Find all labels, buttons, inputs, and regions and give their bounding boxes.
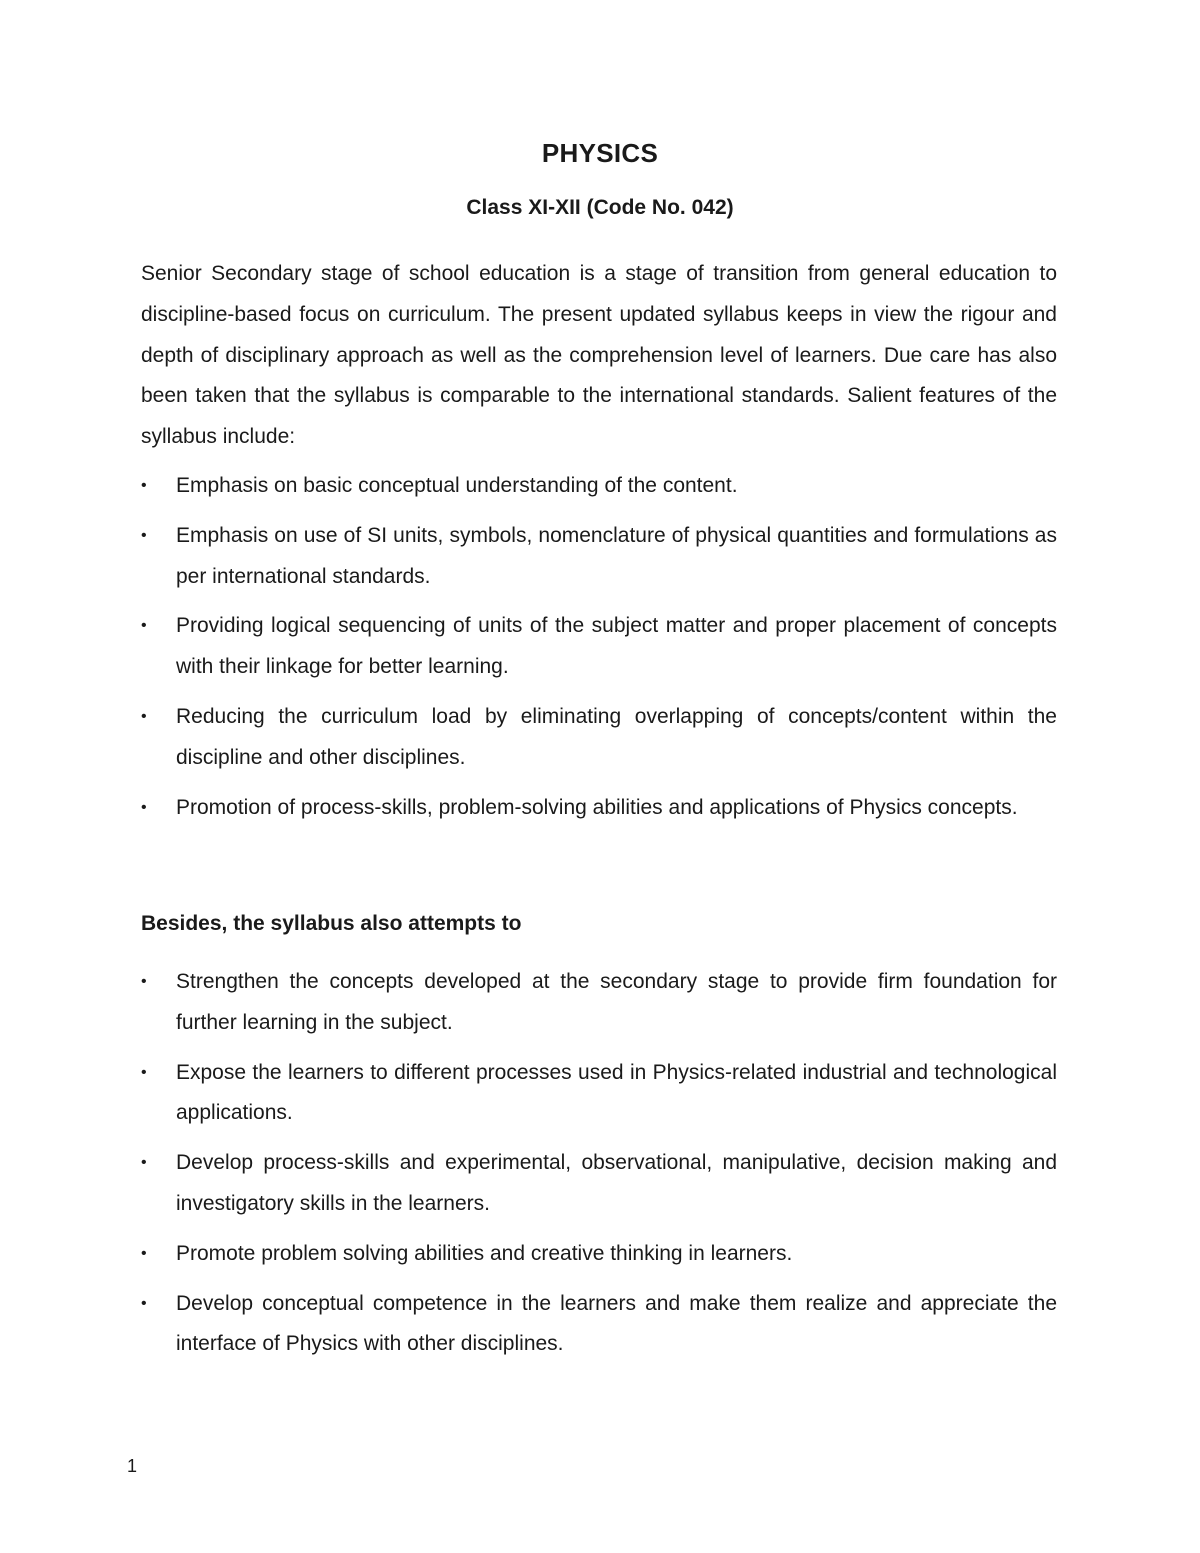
list-item	[141, 962, 1057, 1044]
list-item	[141, 466, 1057, 507]
list-item-text: Providing logical sequencing of units of the subject matter and proper placement of concepts with their linkage for better learning.	[176, 614, 1057, 679]
list-item-text: Develop process-skills and experimental, observational, manipulative, decision making and investigatory skills in the learners.	[176, 1151, 1057, 1215]
list-item	[141, 1143, 1057, 1225]
list-item	[141, 516, 1057, 598]
list-item	[141, 697, 1057, 779]
list-item-text: Strengthen the concepts developed at the secondary stage to provide firm foundation for further learning in the subject.	[176, 970, 1057, 1034]
list-item-text: Develop conceptual competence in the learners and make them realize and appreciate the interface of Physics with other disciplines.	[176, 1291, 1057, 1356]
aims-list	[141, 962, 1057, 1374]
bullet-icon: •	[141, 973, 147, 990]
list-item-text: Expose the learners to different processes used in Physics-related industrial and technological applications.	[176, 1060, 1057, 1125]
list-item-text: Reducing the curriculum load by eliminating overlapping of concepts/content within the discipline and other disciplines.	[176, 704, 1057, 769]
page-subtitle: Class XI-XII (Code No. 042)	[466, 196, 734, 219]
list-item	[141, 1234, 1057, 1275]
list-item-text: Promote problem solving abilities and creative thinking in learners.	[176, 1241, 793, 1265]
bullet-icon: •	[141, 526, 147, 544]
page-number: 1	[127, 1456, 138, 1476]
section-heading: Besides, the syllabus also attempts to	[141, 912, 522, 935]
list-item-text: Emphasis on basic conceptual understanding of the content.	[176, 474, 738, 497]
page-title: PHYSICS	[541, 138, 659, 168]
list-item	[141, 1284, 1057, 1366]
list-item	[141, 606, 1057, 688]
bullet-icon: •	[141, 1154, 147, 1172]
bullet-icon: •	[141, 617, 147, 635]
bullet-icon: •	[141, 1294, 147, 1312]
list-item-text: Promotion of process-skills, problem-solving abilities and applications of Physics concepts.	[176, 795, 1018, 819]
list-item	[141, 1053, 1057, 1135]
features-list	[141, 466, 1057, 837]
bullet-icon: •	[141, 798, 147, 816]
bullet-icon: •	[141, 1063, 147, 1081]
list-item	[141, 788, 1057, 829]
bullet-icon: •	[141, 707, 147, 725]
bullet-icon: •	[141, 477, 147, 494]
intro-paragraph: Senior Secondary stage of school education is a stage of transition from general education to discipline-based focus on curriculum. The present updated syllabus keeps in view the rigour and depth of disciplinary approach as well as the comprehension level of learners. Due care has also been taken that the syllabus is comparable to the international standards. Salient features of the syllabus include:	[141, 262, 1057, 449]
list-item-text: Emphasis on use of SI units, symbols, nomenclature of physical quantities and formulations as per international standards.	[176, 523, 1057, 588]
bullet-icon: •	[141, 1244, 147, 1262]
